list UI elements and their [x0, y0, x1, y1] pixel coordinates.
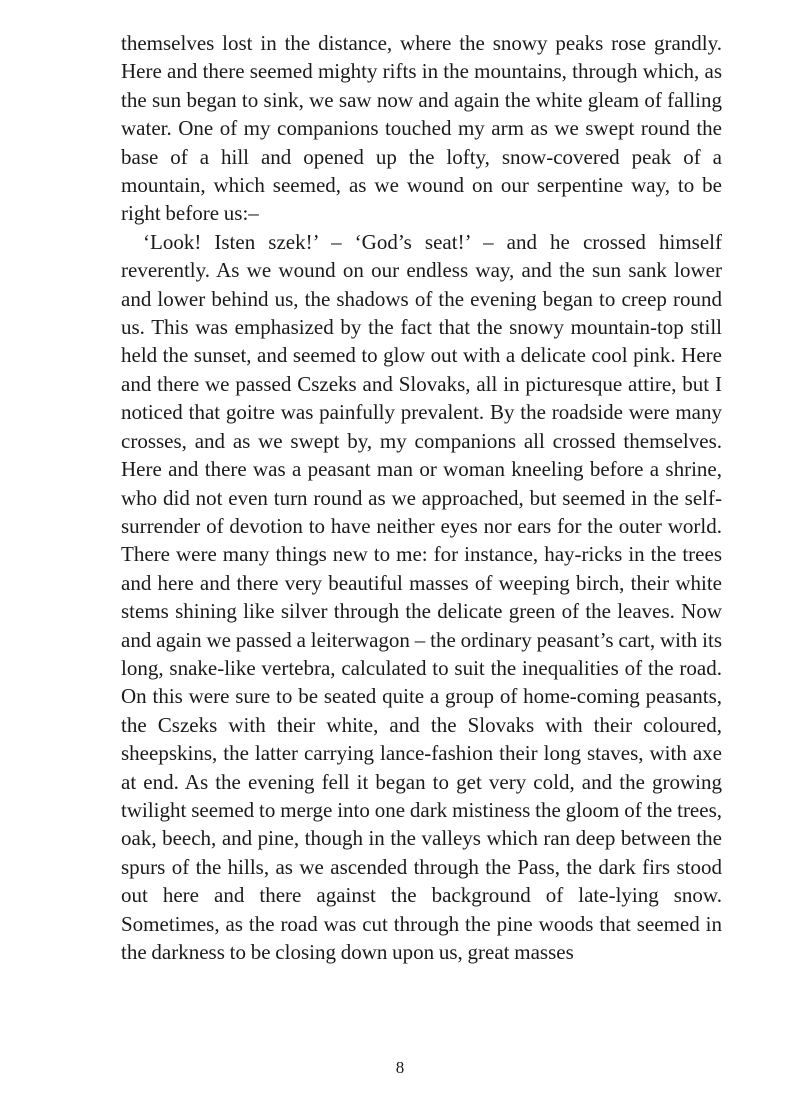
- paragraph-continued: themselves lost in the distance, where the snowy peaks rose grandly. Here and there seemed mighty rifts in the mountains, through which, as the sun began to sink, we saw now and again the white gleam of falling water. One of my companions touched my arm as we swept round the base of a hill and opened up the lofty, snow-covered peak of a mountain, which seemed, as we wound on our serpentine way, to be right before us:–: [121, 31, 722, 226]
- paragraph-look-isten-szek: ‘Look! Isten szek!’ – ‘God’s seat!’ – and he crossed himself reverently. As we wound on our endless way, and the sun sank lower and lower behind us, the shadows of the evening began to creep round us. This was emphasized by the fact that the snowy mountain-top still held the sunset, and seemed to glow out with a delicate cool pink. Here and there we passed Cszeks and Slovaks, all in picturesque attire, but I noticed that goitre was painfully prevalent. By the roadside were many crosses, and as we swept by, my companions all crossed themselves. Here and there was a peasant man or woman kneeling before a shrine, who did not even turn round as we approached, but seemed in the self-surrender of devotion to have neither eyes nor ears for the outer world. There were many things new to me: for instance, hay-ricks in the trees and here and there very beautiful masses of weeping birch, their white stems shining like silver through the delicate green of the leaves. Now and again we passed a leiterwagon – the ordinary peasant’s cart, with its long, snake-like vertebra, calculated to suit the inequalities of the road. On this were sure to be seated quite a group of home-coming peasants, the Cszeks with their white, and the Slovaks with their coloured, sheepskins, the latter carrying lance-fashion their long staves, with axe at end. As the evening fell it began to get very cold, and the growing twilight seemed to merge into one dark mistiness the gloom of the trees, oak, beech, and pine, though in the valleys which ran deep between the spurs of the hills, as we ascended through the Pass, the dark firs stood out here and there against the background of late-lying snow. Sometimes, as the road was cut through the pine woods that seemed in the darkness to be closing down upon us, great masses: [121, 229, 722, 964]
- page-number: 8: [395, 1058, 405, 1077]
- body-text: [121, 29, 722, 966]
